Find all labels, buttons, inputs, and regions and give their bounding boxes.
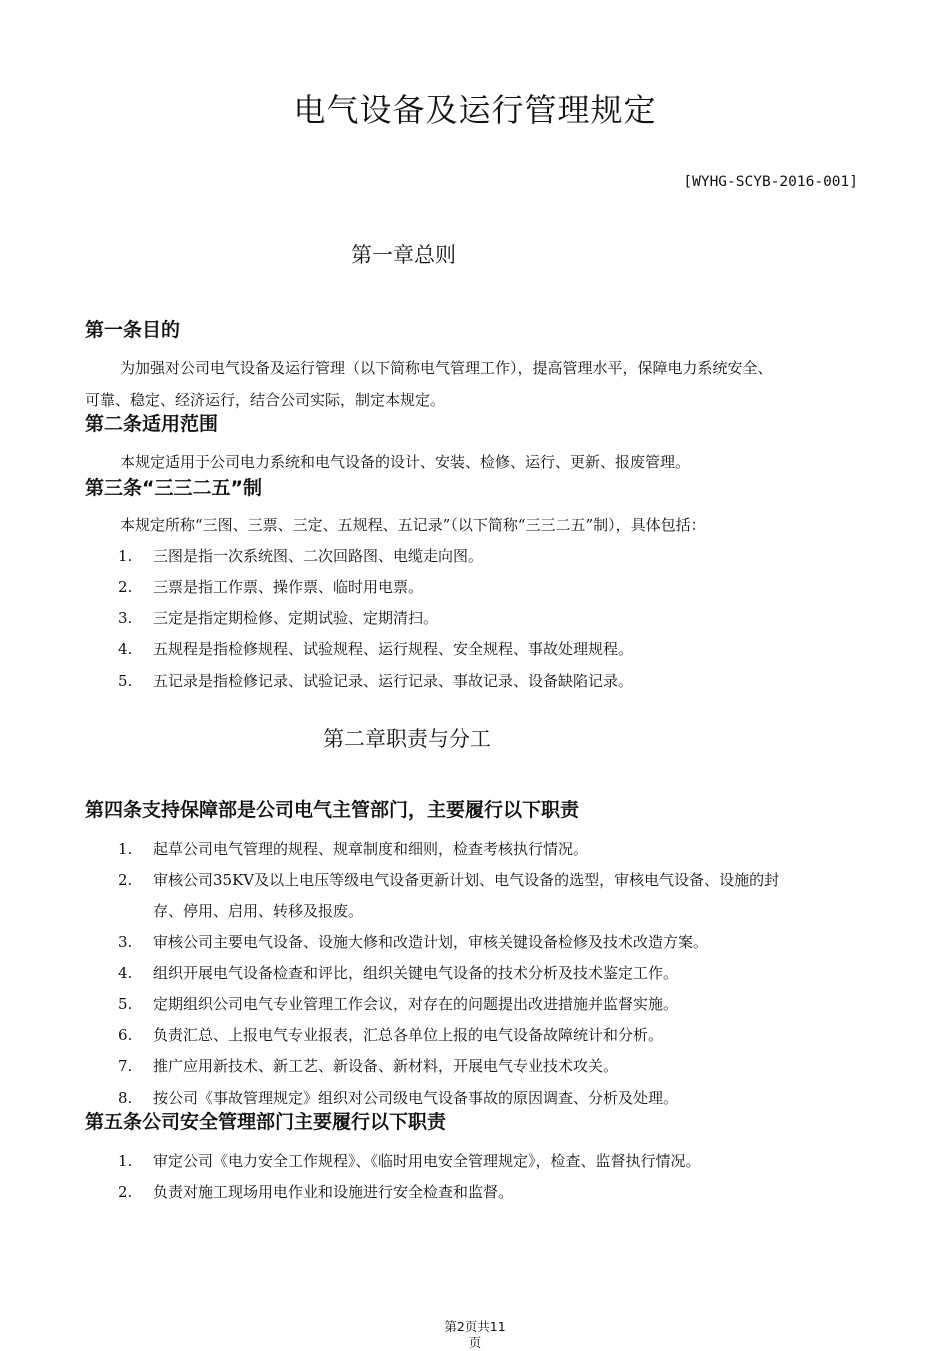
article-5-heading: 第五条公司安全管理部门主要履行以下职责 (85, 1111, 447, 1133)
list-item-number: 1. (118, 840, 133, 858)
list-item: 负责对施工现场用电作业和设施进行安全检查和监督。 (153, 1183, 514, 1201)
list-item-number: 3. (118, 609, 133, 627)
page-number-line-2: 页 (468, 1335, 482, 1350)
list-item-number: 1. (118, 547, 133, 565)
chapter-2-heading: 第二章职责与分工 (323, 727, 491, 751)
article-1-paragraph-line-1: 为加强对公司电气设备及运行管理（以下简称电气管理工作），提高管理水平，保障电力系统安全、 (120, 359, 773, 377)
list-item: 五记录是指检修记录、试验记录、运行记录、事故记录、设备缺陷记录。 (153, 672, 634, 690)
list-item-number: 6. (118, 1026, 133, 1044)
article-3-heading: 第三条“三三二五”制 (85, 477, 262, 499)
list-item: 审定公司《电力安全工作规程》、《临时用电安全管理规定》，检查、监督执行情况。 (153, 1152, 701, 1170)
list-item: 五规程是指检修规程、试验规程、运行规程、安全规程、事故处理规程。 (153, 640, 634, 658)
list-item: 起草公司电气管理的规程、规章制度和细则，检查考核执行情况。 (153, 840, 589, 858)
list-item-number: 2. (118, 1183, 133, 1201)
article-4-heading: 第四条支持保障部是公司电气主管部门，主要履行以下职责 (85, 799, 580, 821)
list-item-number: 5. (118, 995, 133, 1013)
list-item: 审核公司35KV及以上电压等级电气设备更新计划、电气设备的选型，审核电气设备、设施的封 (153, 871, 780, 889)
list-item: 三图是指一次系统图、二次回路图、电缆走向图。 (153, 547, 484, 565)
list-item: 按公司《事故管理规定》组织对公司级电气设备事故的原因调查、分析及处理。 (153, 1089, 679, 1107)
page-number-line-1: 第2页共11 (444, 1319, 506, 1334)
list-item: 推广应用新技术、新工艺、新设备、新材料，开展电气专业技术攻关。 (153, 1057, 619, 1075)
list-item-number: 4. (118, 964, 133, 982)
document-title: 电气设备及运行管理规定 (293, 91, 657, 129)
list-item-number: 8. (118, 1089, 133, 1107)
article-2-heading: 第二条适用范围 (85, 413, 219, 435)
list-item-continuation: 存、停用、启用、转移及报废。 (153, 902, 364, 920)
list-item-number: 2. (118, 871, 133, 889)
article-1-heading: 第一条目的 (85, 319, 181, 341)
list-item-number: 5. (118, 672, 133, 690)
list-item: 定期组织公司电气专业管理工作会议，对存在的问题提出改进措施并监督实施。 (153, 995, 679, 1013)
list-item-number: 1. (118, 1152, 133, 1170)
article-1-paragraph-line-2: 可靠、稳定、经济运行，结合公司实际，制定本规定。 (85, 391, 446, 409)
list-item: 审核公司主要电气设备、设施大修和改造计划，审核关键设备检修及技术改造方案。 (153, 933, 709, 951)
page-footer (0, 1319, 950, 1351)
list-item-number: 3. (118, 933, 133, 951)
list-item-number: 2. (118, 578, 133, 596)
document-number: [WYHG-SCYB-2016-001] (683, 174, 858, 190)
list-item: 三票是指工作票、操作票、临时用电票。 (153, 578, 424, 596)
list-item-number: 7. (118, 1057, 133, 1075)
article-2-paragraph: 本规定适用于公司电力系统和电气设备的设计、安装、检修、运行、更新、报废管理。 (120, 453, 691, 471)
article-3-intro: 本规定所称“三图、三票、三定、五规程、五记录”（以下简称“三三二五”制），具体包括： (120, 516, 706, 534)
list-item-number: 4. (118, 640, 133, 658)
chapter-1-heading: 第一章总则 (351, 243, 456, 267)
list-item: 负责汇总、上报电气专业报表，汇总各单位上报的电气设备故障统计和分析。 (153, 1026, 664, 1044)
list-item: 组织开展电气设备检查和评比，组织关键电气设备的技术分析及技术鉴定工作。 (153, 964, 679, 982)
list-item: 三定是指定期检修、定期试验、定期清扫。 (153, 609, 439, 627)
